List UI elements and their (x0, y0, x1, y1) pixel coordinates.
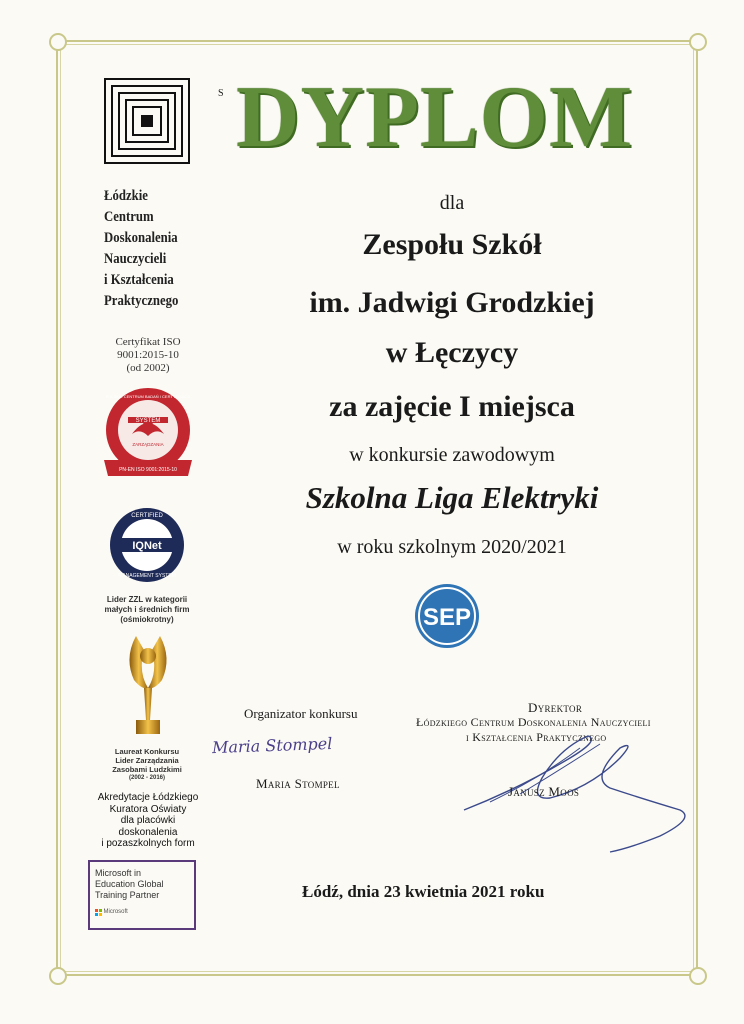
award-text: za zajęcie I miejsca (329, 390, 575, 423)
organizer-signature: Maria Stompel (211, 733, 333, 758)
microsoft-line: Education Global (95, 879, 164, 889)
iso-line: Certyfikat ISO (115, 336, 181, 348)
organizer-label: Organizator konkursu (244, 706, 358, 721)
microsoft-line: Microsoft in (95, 868, 142, 878)
badge-ring-text: POLSKIE CENTRUM BADAŃ I CERTYFIKACJI (105, 394, 191, 399)
organizer-name: Maria Stompel (256, 776, 340, 791)
badge-standard-text: PN-EN ISO 9001:2015-10 (119, 467, 177, 473)
sep-text: SEP (422, 604, 472, 631)
iqnet-bottom-text: MANAGEMENT SYSTEM (118, 573, 176, 579)
trophy-icon (116, 628, 180, 744)
akredytacja-text (88, 792, 208, 850)
microsoft-logo (95, 907, 189, 918)
badge-system-text: SYSTEM (135, 418, 161, 424)
director-org: i Kształcenia Praktycznego (466, 730, 607, 744)
frame-corner-ornament (49, 33, 67, 51)
institution-line: Doskonalenia (104, 230, 178, 246)
director-org: Łódzkiego Centrum Doskonalenia Nauczycieli (416, 715, 651, 729)
akredytacja-line: i pozaszkolnych form (101, 838, 195, 849)
contest-intro: w konkursie zawodowym (349, 444, 555, 466)
microsoft-line: Training Partner (95, 890, 160, 900)
iqnet-top-text: CERTIFIED (131, 513, 163, 519)
laureat-line: Lider Zarządzania (115, 756, 179, 765)
dla-text: dla (439, 192, 465, 214)
institution-logo (104, 78, 190, 164)
iso-line: 9001:2015-10 (117, 349, 179, 361)
institution-name (104, 186, 178, 312)
akredytacja-line: Kuratora Oświaty (109, 803, 187, 815)
iqnet-center-text: IQNet (132, 540, 162, 552)
director-name: Janusz Moos (508, 784, 580, 799)
frame-corner-ornament (689, 33, 707, 51)
akredytacja-line: dla placówki (120, 815, 176, 826)
lider-line: małych i średnich firm (104, 605, 190, 614)
sep-logo (413, 582, 481, 650)
recipient-line: Zespołu Szkół (362, 228, 542, 261)
laureat-text (92, 747, 202, 783)
institution-line: Łódzkie (104, 188, 148, 204)
institution-line: Nauczycieli (104, 251, 167, 267)
microsoft-squares-icon (95, 909, 102, 916)
iqnet-badge (108, 506, 186, 584)
lider-text (92, 595, 202, 625)
laureat-line: Laureat Konkursu (114, 747, 180, 756)
recipient-line: im. Jadwigi Grodzkiej (309, 286, 595, 319)
frame-corner-ornament (689, 967, 707, 985)
director-signature (460, 718, 700, 858)
microsoft-brand: Microsoft (103, 909, 128, 915)
institution-line: i Kształcenia (104, 272, 174, 288)
institution-line: Centrum (104, 209, 154, 225)
contest-name: Szkolna Liga Elektryki (305, 480, 599, 515)
lider-line: Lider ZZL w kategorii (106, 595, 188, 604)
recipient-line: w Łęczycy (385, 336, 519, 369)
iso-line: (od 2002) (126, 362, 170, 374)
s-mark: S (218, 88, 224, 99)
iso-certificate-text (96, 336, 200, 375)
laureat-line: Zasobami Ludzkimi (112, 765, 182, 774)
badge-management-text: ZARZĄDZANIA (132, 442, 164, 447)
akredytacja-line: Akredytacje Łódzkiego (97, 792, 199, 803)
microsoft-partner-badge (88, 860, 196, 930)
institution-line: Praktycznego (104, 293, 179, 309)
school-year: w roku szkolnym 2020/2021 (337, 536, 567, 558)
frame-corner-ornament (49, 967, 67, 985)
director-title: Dyrektor (528, 700, 583, 715)
lider-line: (ośmiokrotny) (120, 615, 174, 624)
diploma-title: DYPLOM (236, 69, 634, 166)
iso-system-badge (98, 384, 198, 488)
akredytacja-line: doskonalenia (118, 826, 178, 838)
laureat-line: (2002 - 2016) (128, 775, 166, 781)
place-date: Łódź, dnia 23 kwietnia 2021 roku (302, 882, 545, 901)
